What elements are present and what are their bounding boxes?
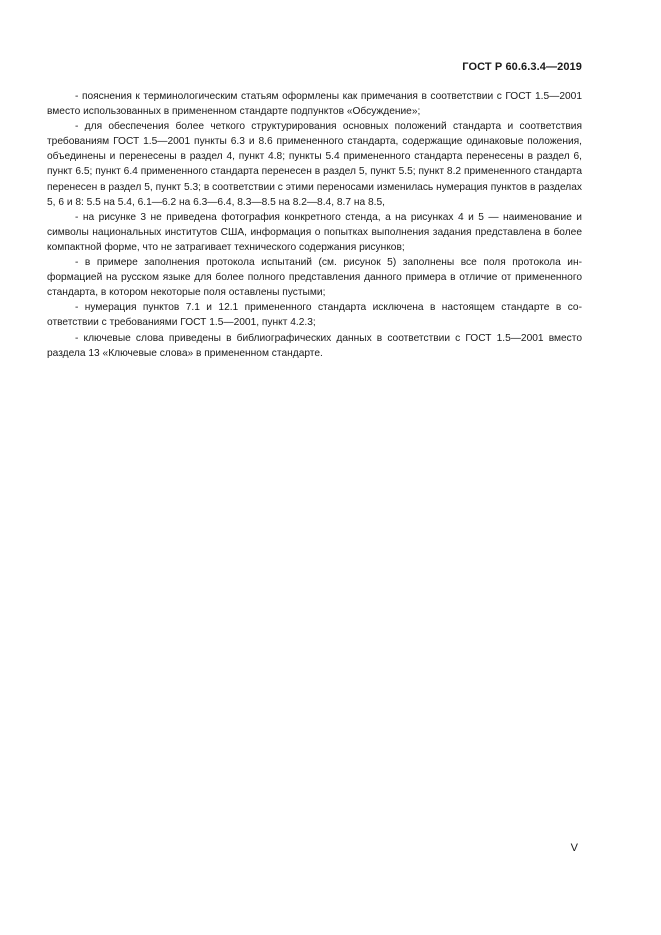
document-code-header: ГОСТ Р 60.6.3.4—2019 xyxy=(462,61,582,73)
list-item-structure-changes: - для обеспечения более четкого структурирования основных положений стандарта и соответствия требованиям ГОСТ 1.5—2001 пункты 6.3 и 8.6 примененного стандарта, содержащие одинаковые положения, объединены и перенесены в раздел 4, пункт 4.8; пункты 5.4 примененного стандарта перенесены в раздел 6, пункт 6.5; пункт 6.4 примененного стандарта перенесен в раздел 5, пункт 5.5; пункт 8.2 примененного стандарта перенесен в раздел 5, пункт 5.3; в соответствии с этими переносами изменилась нумерация пунктов в разделах 5, 6 и 8: 5.5 на 5.4, 6.1—6.2 на 6.3—6.4, 8.3—8.5 на 8.2—8.4, 8.7 на 8.5, xyxy=(47,121,582,208)
list-item-keywords: - ключевые слова приведены в библиографических данных в соответствии с ГОСТ 1.5—2001 вместо раздела 13 «Ключевые слова» в примененном стандарте. xyxy=(47,332,582,359)
page-number: V xyxy=(570,842,578,854)
list-item-numbering-excluded: - нумерация пунктов 7.1 и 12.1 примененного стандарта исключена в настоящем стандарте в соответствии с требованиями ГОСТ 1.5—2001, пункт 4.2.3; xyxy=(47,302,582,329)
document-body xyxy=(47,89,582,361)
list-item-protocol-example: - в примере заполнения протокола испытаний (см. рисунок 5) заполнены все поля протокола информацией на русском языке для более полного представления данного примера в отличие от примененного стандарта, в котором некоторые поля оставлены пустыми; xyxy=(47,257,582,299)
list-item-figure-changes: - на рисунке 3 не приведена фотография конкретного стенда, а на рисунках 4 и 5 — наименование и символы национальных институтов США, информация о попытках выполнения задания представлена в более компактной форме, что не затрагивает технического содержания рисунков; xyxy=(47,211,582,253)
list-item-terminology-notes: - пояснения к терминологическим статьям оформлены как примечания в соответствии с ГОСТ 1.5—2001 вместо использованных в примененном стандарте подпунктов «Обсуждение»; xyxy=(47,91,582,118)
